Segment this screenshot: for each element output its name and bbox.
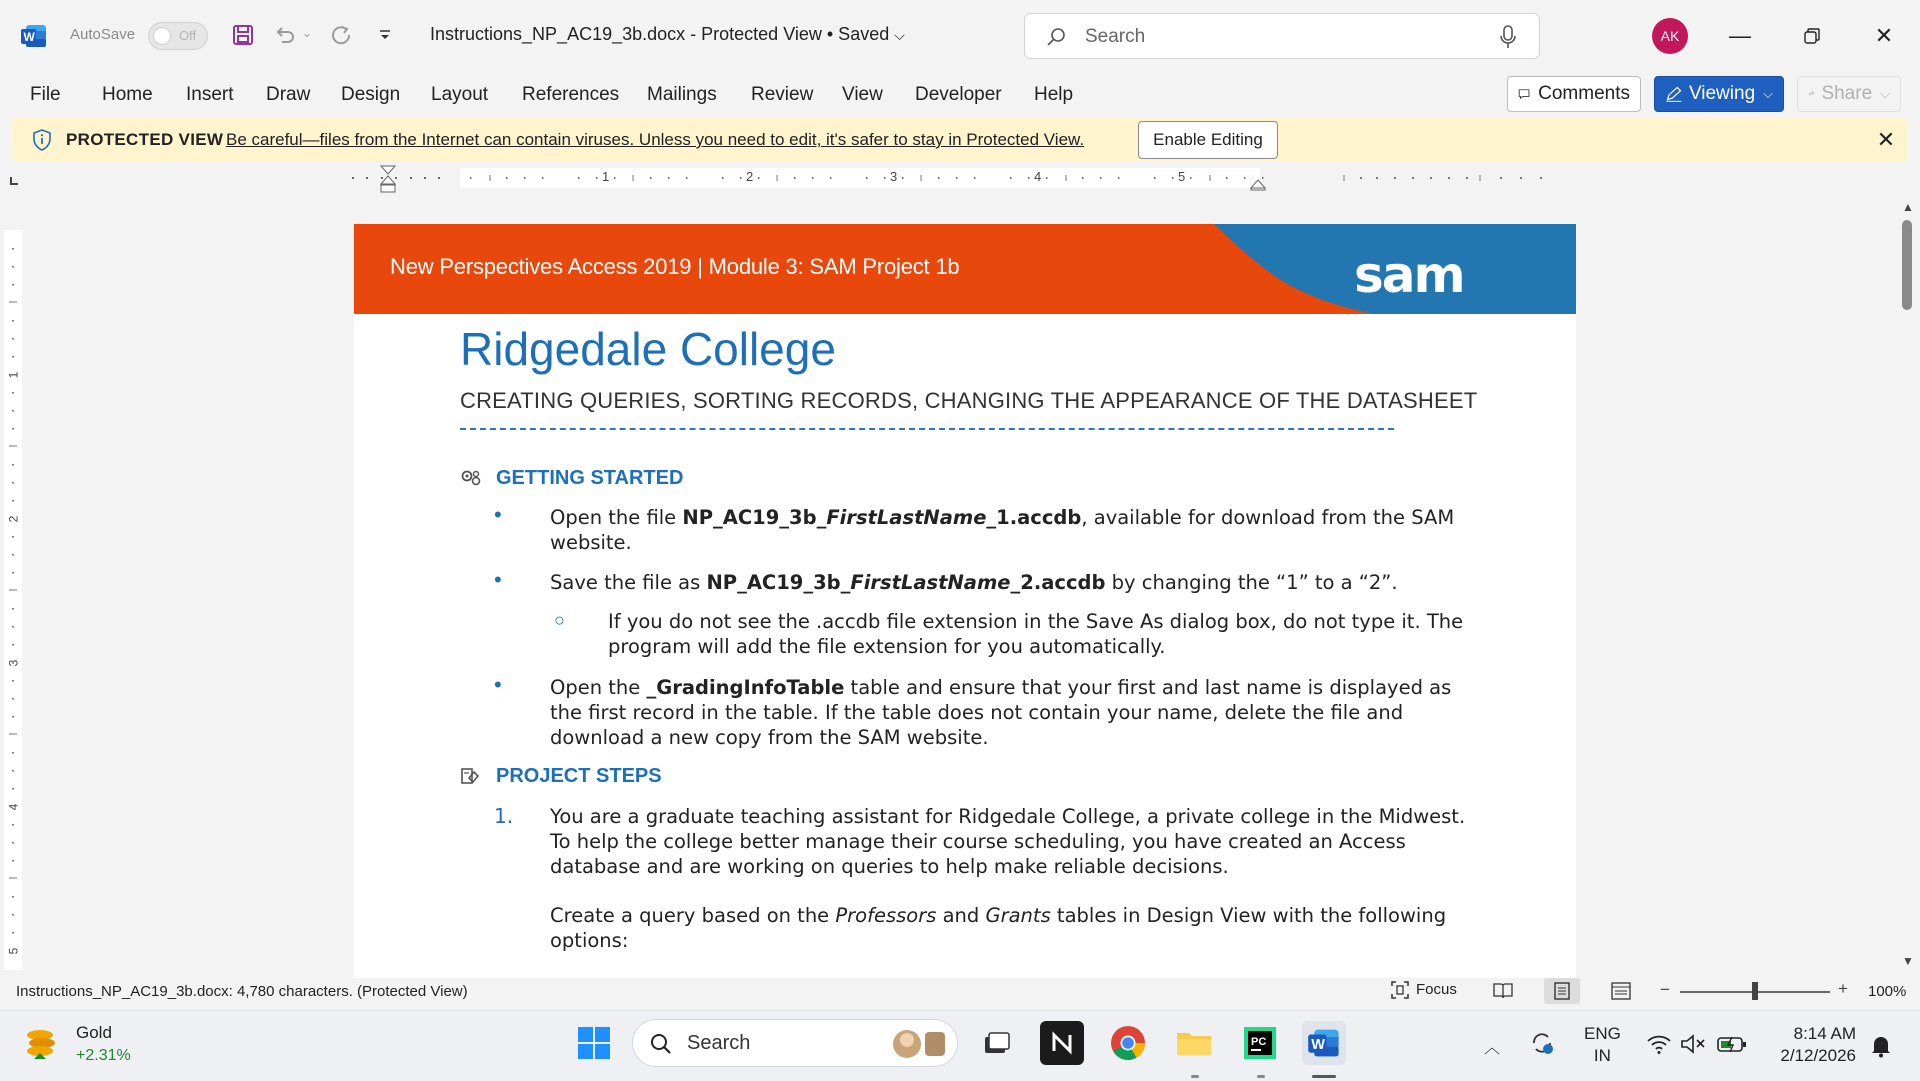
- protected-view-message[interactable]: Be careful—files from the Internet can contain viruses. Unless you need to edit, it's safer to stay in Protected View.: [226, 130, 1085, 149]
- clock-time: 8:14 AM: [1793, 1024, 1856, 1043]
- search-icon: [1045, 26, 1067, 48]
- chevron-down-icon: ⌵: [1880, 86, 1890, 101]
- wifi-icon[interactable]: [1646, 1033, 1672, 1060]
- section-heading-project-steps: PROJECT STEPS: [496, 765, 662, 787]
- vruler-label: 3: [6, 659, 21, 667]
- autosave-toggle[interactable]: [148, 22, 208, 50]
- search-icon: [649, 1032, 673, 1056]
- sam-logo: sam: [1354, 246, 1464, 304]
- tab-home[interactable]: Home: [102, 84, 153, 105]
- notion-app-icon[interactable]: [1040, 1021, 1084, 1065]
- tab-help[interactable]: Help: [1034, 84, 1074, 105]
- active-indicator: [1312, 1075, 1336, 1078]
- print-layout-icon: [1552, 981, 1572, 1001]
- comment-icon: [1518, 85, 1530, 103]
- scroll-up-icon[interactable]: ▲: [1902, 200, 1914, 214]
- chrome-app-icon[interactable]: [1106, 1021, 1150, 1065]
- search-highlight-icon: [885, 1026, 949, 1062]
- tab-mailings[interactable]: Mailings: [647, 84, 717, 105]
- notification-bell-icon[interactable]: [1868, 1033, 1894, 1064]
- zoom-slider-thumb[interactable]: [1752, 982, 1758, 1000]
- ruler-label: 2: [746, 169, 754, 184]
- minimize-icon[interactable]: —: [1729, 23, 1751, 48]
- section-heading-getting-started: GETTING STARTED: [496, 467, 684, 489]
- autosave-label: AutoSave: [70, 26, 136, 43]
- tab-layout[interactable]: Layout: [431, 84, 489, 105]
- text-run: tables in Design View with the following options:: [550, 904, 1447, 952]
- text-run: Save the file as: [550, 571, 707, 594]
- tab-review[interactable]: Review: [751, 84, 814, 105]
- bullet-marker: •: [494, 502, 502, 527]
- ruler-label: 4: [1034, 169, 1042, 184]
- right-indent-marker-icon[interactable]: [1250, 178, 1266, 196]
- text-run: and: [936, 904, 986, 927]
- shield-info-icon: [30, 128, 54, 152]
- tab-insert[interactable]: Insert: [186, 84, 234, 105]
- title-bar: [0, 0, 1920, 72]
- share-icon: [1808, 85, 1815, 103]
- text-run: , available for download from the SAM website.: [550, 506, 1455, 554]
- scrollbar-thumb[interactable]: [1902, 220, 1912, 310]
- paragraph-bullet-2: [550, 570, 1490, 595]
- horizontal-ruler[interactable]: [350, 168, 1565, 188]
- vruler-label: 2: [6, 515, 21, 523]
- ruler-label: 5: [1178, 169, 1186, 184]
- document-heading: Ridgedale College: [460, 323, 836, 375]
- document-title-text: Instructions_NP_AC19_3b.docx - Protected View • Saved: [430, 24, 890, 44]
- svg-text:PC: PC: [1251, 1036, 1267, 1048]
- tab-view[interactable]: View: [842, 84, 883, 105]
- restore-icon[interactable]: [1790, 16, 1834, 56]
- redo-icon[interactable]: [326, 20, 356, 50]
- undo-dropdown-icon[interactable]: ⌄: [302, 26, 313, 40]
- viewing-mode-button[interactable]: [1654, 76, 1784, 112]
- gold-ticker-widget[interactable]: [22, 1023, 62, 1068]
- focus-button[interactable]: [1390, 980, 1457, 1000]
- volume-muted-icon[interactable]: [1680, 1033, 1706, 1060]
- running-indicator: [1257, 1075, 1265, 1078]
- protected-view-bar: [12, 118, 1908, 162]
- task-view-icon[interactable]: [974, 1021, 1018, 1065]
- tab-design[interactable]: Design: [341, 84, 401, 105]
- chevron-down-icon: ⌵: [894, 27, 905, 43]
- bullet-marker: •: [494, 672, 502, 697]
- search-input[interactable]: [1024, 13, 1540, 59]
- comments-label: Comments: [1538, 83, 1630, 104]
- zoom-out-icon[interactable]: −: [1660, 980, 1670, 999]
- zoom-in-icon[interactable]: +: [1838, 979, 1848, 998]
- ruler-ticks: [350, 168, 1565, 188]
- battery-icon[interactable]: [1716, 1033, 1748, 1060]
- text-run: Create a query based on the: [550, 904, 836, 927]
- pen-icon: [1665, 84, 1683, 104]
- text-run-bold: _GradingInfoTable: [646, 676, 845, 699]
- chevron-down-icon: ⌵: [1763, 86, 1773, 101]
- text-run: by changing the “1” to a “2”.: [1105, 571, 1398, 594]
- chevron-up-icon[interactable]: ︿: [1484, 1040, 1501, 1057]
- paragraph-sub-bullet: If you do not see the .accdb file extension in the Save As dialog box, do not type it. The program will add the file extension for you automatically.: [608, 610, 1464, 658]
- text-run-bold: _1.accdb: [986, 506, 1082, 529]
- vruler-label: 4: [6, 803, 21, 811]
- customize-toolbar-icon[interactable]: [372, 22, 398, 48]
- enable-editing-button[interactable]: Enable Editing: [1138, 121, 1278, 159]
- text-run-bold: NP_AC19_3b_: [682, 506, 827, 529]
- text-run-bold: _2.accdb: [1010, 571, 1106, 594]
- ticker-name: Gold: [76, 1023, 112, 1042]
- gears-icon: [460, 468, 482, 488]
- step-number: 1.: [494, 804, 514, 828]
- ticker-value: +2.31%: [76, 1047, 131, 1064]
- share-button[interactable]: [1797, 76, 1901, 112]
- paragraph-bullet-3: [550, 675, 1480, 750]
- paragraph-step-1: You are a graduate teaching assistant for Ridgedale College, a private college in the Midwest. To help the college better manage their course scheduling, you have created an Access database and are working on queries to help make reliable decisions.: [550, 805, 1466, 878]
- pycharm-app-icon[interactable]: [1238, 1021, 1282, 1065]
- tab-file[interactable]: File: [30, 84, 61, 105]
- vruler-label: 1: [6, 371, 21, 379]
- vruler-label: 5: [6, 947, 21, 955]
- close-icon[interactable]: ✕: [1874, 23, 1894, 48]
- protected-view-title: PROTECTED VIEW: [66, 130, 224, 149]
- banner-title: New Perspectives Access 2019 | Module 3: SAM Project 1b: [390, 254, 960, 279]
- running-indicator: [1191, 1075, 1199, 1078]
- web-layout-icon[interactable]: [1610, 981, 1632, 1006]
- language-indicator[interactable]: [1584, 1023, 1621, 1067]
- avatar[interactable]: AK: [1652, 18, 1688, 54]
- tab-selector-icon[interactable]: [8, 174, 20, 186]
- microphone-icon[interactable]: [1499, 24, 1517, 50]
- close-icon[interactable]: ✕: [1876, 127, 1896, 152]
- taskbar-search-placeholder: Search: [687, 1032, 751, 1054]
- clock[interactable]: [1768, 1023, 1856, 1067]
- sync-icon[interactable]: [1528, 1029, 1556, 1062]
- language-line-2: IN: [1593, 1046, 1611, 1065]
- document-title[interactable]: [430, 24, 905, 45]
- paragraph-bullet-1: [550, 505, 1490, 555]
- undo-icon[interactable]: [270, 20, 300, 50]
- steps-icon: [460, 766, 482, 786]
- tab-developer[interactable]: Developer: [915, 84, 1002, 105]
- text-run: Open the file: [550, 506, 683, 529]
- document-page[interactable]: [354, 224, 1576, 984]
- tab-draw[interactable]: Draw: [266, 84, 311, 105]
- print-layout-button[interactable]: [1544, 978, 1580, 1004]
- toggle-knob: [153, 27, 171, 45]
- paragraph-step-1b: [550, 903, 1470, 953]
- start-icon[interactable]: [572, 1021, 616, 1065]
- status-bar: [0, 978, 1920, 1006]
- svg-text:W: W: [1311, 1037, 1325, 1054]
- scroll-down-icon[interactable]: ▼: [1902, 954, 1914, 968]
- document-stats[interactable]: Instructions_NP_AC19_3b.docx: 4,780 characters. (Protected View): [16, 983, 468, 1000]
- save-icon[interactable]: [228, 20, 258, 50]
- text-run-bold-italic: FirstLastName: [850, 571, 1011, 594]
- zoom-level[interactable]: 100%: [1868, 983, 1907, 1000]
- gold-coins-icon: [22, 1023, 62, 1063]
- language-line-1: ENG: [1584, 1024, 1621, 1043]
- text-run-italic: Grants: [985, 904, 1051, 927]
- text-run: table and ensure that your first and last name is displayed as the first record in the table. If the table does not contain your name, delete the file and download a new copy from the SAM website.: [550, 676, 1452, 749]
- taskbar: [0, 1010, 1920, 1081]
- word-taskbar-icon[interactable]: [1302, 1021, 1346, 1065]
- dashed-divider: [460, 428, 1394, 430]
- document-subheading: CREATING QUERIES, SORTING RECORDS, CHANGING THE APPEARANCE OF THE DATASHEET: [460, 388, 1478, 413]
- search-placeholder: Search: [1085, 26, 1146, 47]
- focus-icon: [1390, 980, 1410, 1000]
- ruler-label: 1: [602, 169, 610, 184]
- vertical-scrollbar[interactable]: [1896, 200, 1918, 976]
- sub-bullet-marker: ○: [554, 610, 565, 630]
- taskbar-search-input[interactable]: [632, 1019, 958, 1067]
- tab-references[interactable]: References: [522, 84, 620, 105]
- clock-date: 2/12/2026: [1780, 1046, 1856, 1065]
- bullet-marker: •: [494, 567, 502, 592]
- text-run-bold-italic: FirstLastName: [826, 506, 987, 529]
- read-mode-icon[interactable]: [1492, 981, 1514, 1006]
- ruler-label: 3: [890, 169, 898, 184]
- text-run-bold: NP_AC19_3b_: [706, 571, 851, 594]
- share-label: Share: [1821, 83, 1873, 104]
- autosave-state: Off: [179, 28, 197, 43]
- svg-text:W: W: [23, 30, 35, 44]
- viewing-label: Viewing: [1688, 83, 1756, 104]
- indent-marker-icon[interactable]: [379, 164, 397, 199]
- text-run: Open the: [550, 676, 647, 699]
- focus-label: Focus: [1416, 980, 1457, 998]
- word-app-icon[interactable]: [20, 22, 48, 50]
- comments-button[interactable]: [1507, 76, 1641, 112]
- file-explorer-icon[interactable]: [1172, 1021, 1216, 1065]
- vertical-ruler-ticks: [4, 230, 22, 970]
- text-run-italic: Professors: [835, 904, 937, 927]
- document-banner: [354, 224, 1576, 314]
- vertical-ruler[interactable]: [0, 230, 30, 970]
